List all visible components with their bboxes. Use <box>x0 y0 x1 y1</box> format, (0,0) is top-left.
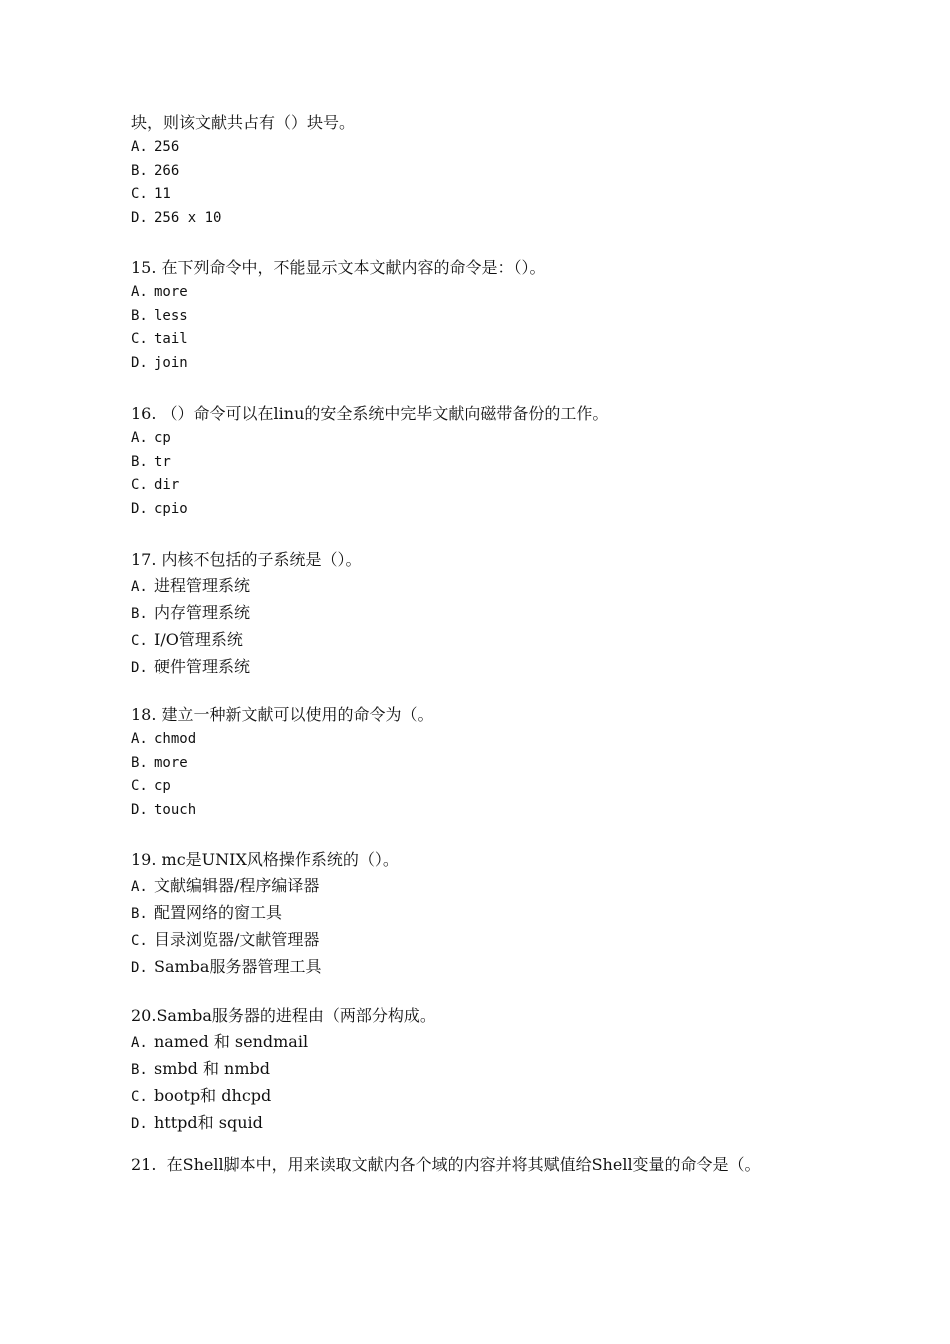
question-15 <box>131 257 831 375</box>
question-text: 16. （）命令可以在linu的安全系统中完毕文献向磁带备份的工作。 <box>131 404 609 423</box>
option-text: join <box>154 354 188 371</box>
option-text: cpio <box>154 500 188 517</box>
option-text: 256 x 10 <box>154 209 222 226</box>
option-d <box>131 654 831 681</box>
question-text: 18. 建立一种新文献可以使用的命令为（。 <box>131 705 434 724</box>
option-b <box>131 900 831 927</box>
option-a <box>131 573 831 600</box>
question-17 <box>131 549 831 681</box>
option-b <box>131 1056 831 1083</box>
option-letter: D. <box>131 960 148 976</box>
option-text: 进程管理系统 <box>154 576 251 595</box>
option-letter: D. <box>131 209 148 226</box>
option-c <box>131 927 831 954</box>
option-c <box>131 328 831 352</box>
option-text: more <box>154 754 188 771</box>
option-a <box>131 427 831 451</box>
option-letter: B. <box>131 1062 148 1078</box>
option-text: 配置网络的窗工具 <box>154 903 283 922</box>
option-d <box>131 352 831 376</box>
option-d <box>131 799 831 823</box>
option-letter: D. <box>131 660 148 676</box>
question-21 <box>131 1154 821 1176</box>
option-d <box>131 1110 831 1137</box>
option-letter: A. <box>131 579 148 595</box>
option-letter: D. <box>131 801 148 818</box>
option-text: cp <box>154 430 171 446</box>
question-text: 17. 内核不包括的子系统是（）。 <box>131 550 362 569</box>
question-text: 21. 在Shell脚本中，用来读取文献内各个域的内容并将其赋值给Shell变量的命令是（。 <box>131 1155 761 1174</box>
option-letter: B. <box>131 906 148 922</box>
option-text: tr <box>154 453 171 470</box>
option-text: httpd和 squid <box>154 1113 263 1132</box>
option-text: bootp和 dhcpd <box>154 1086 272 1105</box>
option-text: 266 <box>154 162 180 179</box>
option-letter: B. <box>131 307 148 324</box>
option-text: tail <box>154 331 188 347</box>
option-text: 内存管理系统 <box>154 603 251 622</box>
option-list <box>131 573 831 681</box>
option-c <box>131 183 821 207</box>
question-text: 20.Samba服务器的进程由（两部分构成。 <box>131 1006 436 1025</box>
question-16 <box>131 403 831 521</box>
option-letter: C. <box>131 331 148 347</box>
option-c <box>131 627 831 654</box>
option-letter: D. <box>131 1116 148 1132</box>
question-18 <box>131 704 831 822</box>
option-text: 256 <box>154 139 180 155</box>
option-text: 11 <box>154 186 171 202</box>
option-letter: D. <box>131 354 148 371</box>
option-a <box>131 1029 831 1056</box>
question-19 <box>131 849 831 981</box>
option-text: named 和 sendmail <box>154 1032 309 1051</box>
option-text: Samba服务器管理工具 <box>154 957 322 976</box>
option-d <box>131 954 831 981</box>
option-c <box>131 1083 831 1110</box>
option-text: I/O管理系统 <box>154 630 243 649</box>
option-text: smbd 和 nmbd <box>154 1059 271 1078</box>
option-letter: A. <box>131 139 148 155</box>
option-text: 目录浏览器/文献管理器 <box>154 930 320 949</box>
option-letter: B. <box>131 606 148 622</box>
option-letter: C. <box>131 477 148 493</box>
option-list <box>131 1029 831 1137</box>
option-a <box>131 281 831 305</box>
option-list <box>131 728 831 822</box>
option-b <box>131 752 831 776</box>
question-text: 块，则该文献共占有（）块号。 <box>131 113 356 132</box>
question-14-fragment <box>131 112 821 230</box>
option-text: touch <box>154 801 197 818</box>
option-letter: A. <box>131 430 148 446</box>
option-text: dir <box>154 477 180 493</box>
option-c <box>131 775 831 799</box>
option-d <box>131 207 821 231</box>
option-b <box>131 451 831 475</box>
option-letter: B. <box>131 162 148 179</box>
option-letter: A. <box>131 284 148 300</box>
option-text: 硬件管理系统 <box>154 657 251 676</box>
option-list <box>131 427 831 521</box>
option-text: chmod <box>154 731 197 747</box>
option-letter: A. <box>131 731 148 747</box>
option-d <box>131 498 831 522</box>
option-letter: C. <box>131 633 148 649</box>
option-letter: D. <box>131 500 148 517</box>
option-text: cp <box>154 778 171 794</box>
option-list <box>131 136 821 230</box>
option-letter: B. <box>131 754 148 771</box>
option-a <box>131 728 831 752</box>
option-list <box>131 281 831 375</box>
option-letter: C. <box>131 1089 148 1105</box>
option-letter: C. <box>131 778 148 794</box>
option-letter: B. <box>131 453 148 470</box>
option-letter: C. <box>131 186 148 202</box>
option-letter: A. <box>131 1035 148 1051</box>
option-letter: C. <box>131 933 148 949</box>
option-b <box>131 305 831 329</box>
option-list <box>131 873 831 981</box>
option-letter: A. <box>131 879 148 895</box>
option-a <box>131 873 831 900</box>
question-20 <box>131 1005 831 1137</box>
option-b <box>131 160 821 184</box>
question-text: 19. mc是UNIX风格操作系统的（）。 <box>131 850 399 869</box>
option-text: more <box>154 284 188 300</box>
option-c <box>131 474 831 498</box>
option-text: less <box>154 307 188 324</box>
option-text: 文献编辑器/程序编译器 <box>154 876 320 895</box>
option-a <box>131 136 821 160</box>
question-text: 15. 在下列命令中，不能显示文本文献内容的命令是：（）。 <box>131 258 546 277</box>
option-b <box>131 600 831 627</box>
